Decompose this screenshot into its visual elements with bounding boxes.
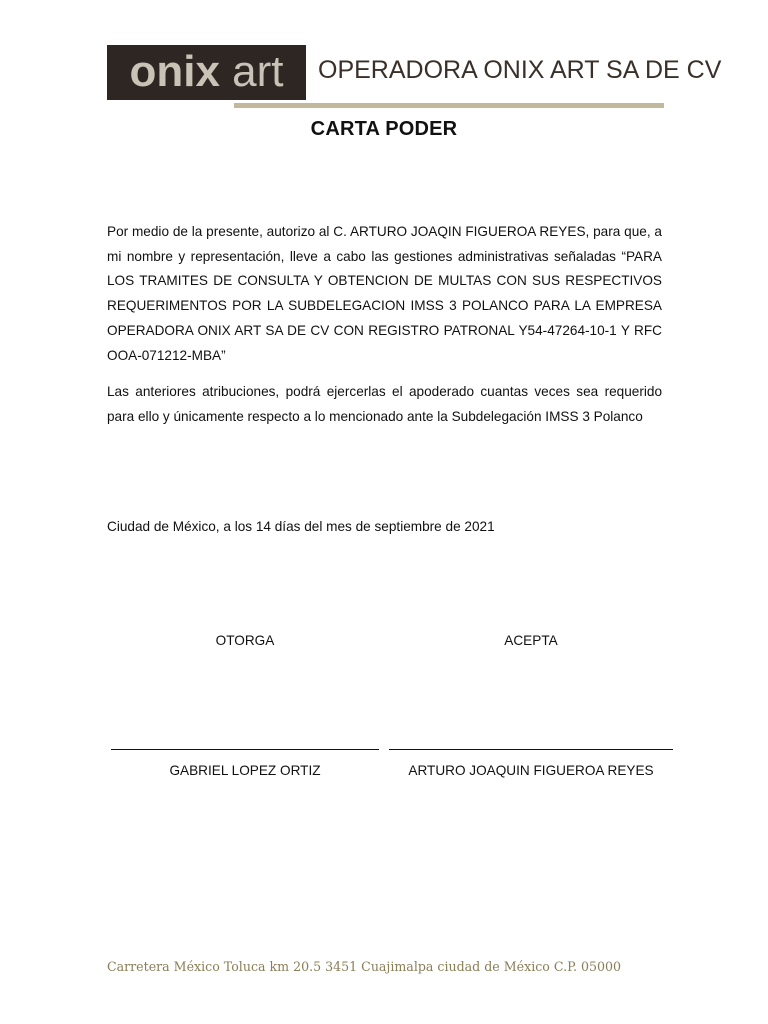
logo-wordmark — [129, 46, 284, 96]
logo-word-onix: onix — [129, 46, 220, 96]
signature-line-acepta — [389, 749, 673, 750]
otorga-label: OTORGA — [215, 633, 275, 648]
footer-address: Carretera México Toluca km 20.5 3451 Cuajimalpa ciudad de México C.P. 05000 — [107, 959, 622, 974]
date-line: Ciudad de México, a los 14 días del mes de septiembre de 2021 — [107, 519, 495, 534]
signer-name-acepta: ARTURO JOAQUIN FIGUEROA REYES — [408, 763, 654, 778]
body-paragraph-attributions: Las anteriores atribuciones, podrá ejercerlas el apoderado cuantas veces sea requerido para ello y únicamente respecto a lo mencionado ante la Subdelegación IMSS 3 Polanco — [107, 384, 662, 424]
body-paragraph-authorization: Por medio de la presente, autorizo al C. ARTURO JOAQIN FIGUEROA REYES, para que, a mi nombre y representación, lleve a cabo las gestiones administrativas señaladas “PARA LOS TRAMITES DE CONSULTA Y OBTENCION DE MULTAS CON SUS RESPECTIVOS REQUERIMENTOS POR LA SUBDELEGACION IMSS 3 POLANCO PARA LA EMPRESA OPERADORA ONIX ART SA DE CV CON REGISTRO PATRONAL Y54-47264-10-1 Y RFC OOA-071212-MBA” — [107, 224, 662, 363]
company-name: OPERADORA ONIX ART SA DE CV — [318, 56, 722, 84]
logo-word-art: art — [232, 46, 284, 96]
signer-name-otorga: GABRIEL LOPEZ ORTIZ — [169, 763, 321, 778]
document-title: CARTA PODER — [310, 118, 458, 140]
header-divider — [234, 103, 664, 108]
company-logo — [107, 45, 306, 100]
signature-line-otorga — [111, 749, 379, 750]
acepta-label: ACEPTA — [504, 633, 558, 648]
